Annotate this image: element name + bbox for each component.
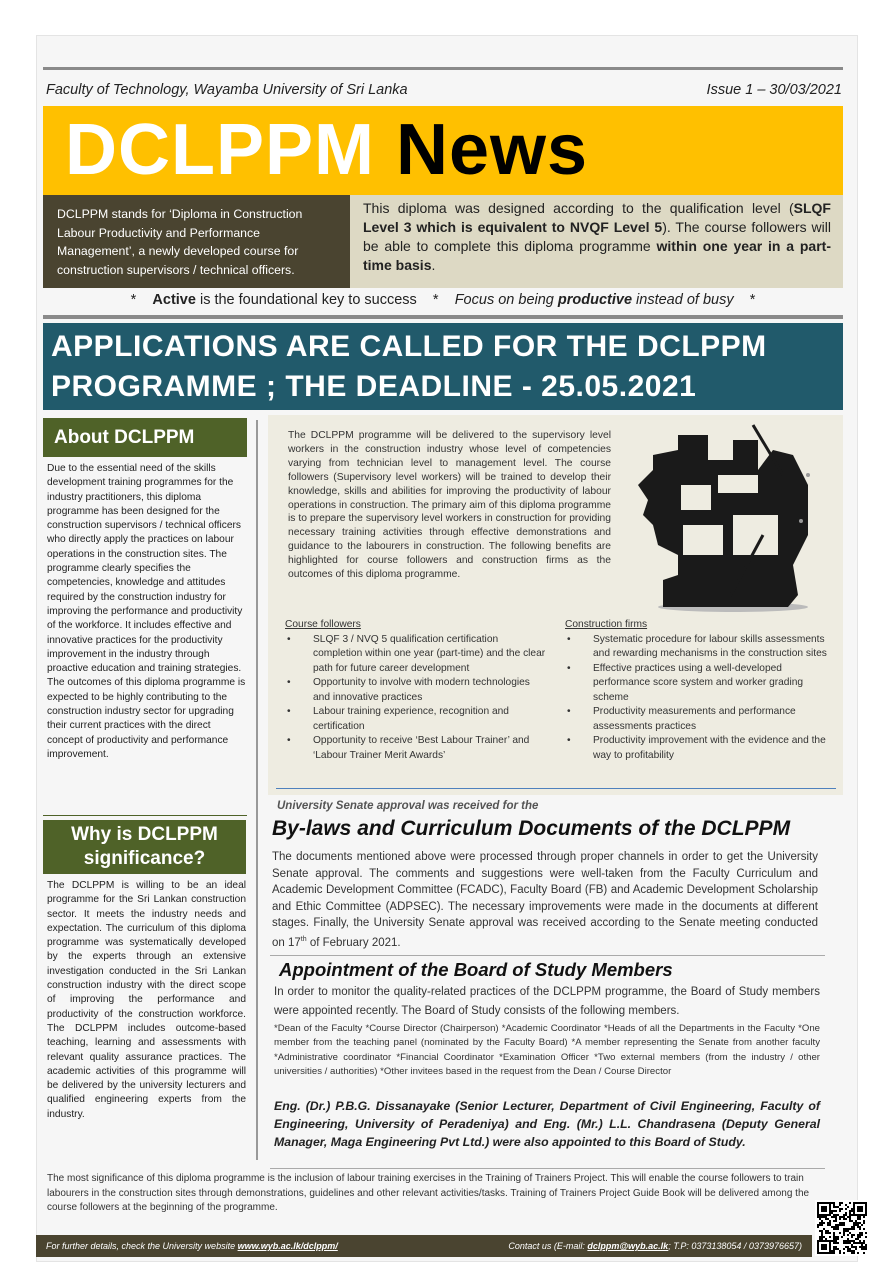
masthead-title-news: News [396,110,589,190]
definition-box: DCLPPM stands for ‘Diploma in Construction Labour Productivity and Performance Management’, a newly developed course for construction supervisors / technical officers. [43,195,350,288]
construction-firms-title: Construction firms [565,619,648,630]
about-body: Due to the essential need of the skills development training programmes for the industry practitioners, this diploma programme has been designed for the construction supervisors / technical officers who directly apply the practices on labour operations in the construction sites. The programme clearly specifies the competencies, knowledge and attitudes required by the construction industry for improving the performance and productivity of the workforce. It includes effective and innovative practices for the productivity improvement in the industry through proactive education and training strategies. The outcomes of this diploma programme is expected to be highly contributing to the construction industry sector for upgrading their current practices with the direct concept of productivity and performance improvement. [47,463,246,760]
list-item: • Effective practices using a well-developed performance score system and worker grading scheme [565,662,830,706]
website-link[interactable]: www.wyb.ac.lk/dclppm/ [237,1241,338,1251]
about-heading: About DCLPPM [43,418,247,457]
board-members: *Dean of the Faculty *Course Director (Chairperson) *Academic Coordinator *Heads of all the Departments in the Faculty *One member from the teaching panel (nominated by the Faculty Board) *A member representing the Senate from another faculty *Administrative coordinator *Financial Coordinator *Examination Officer *Two external members (from the industry / other universities / authorities) *Other invitees based in the request from the Dean / Course Director [274,1023,820,1077]
motto-line: * Active is the foundational key to success * Focus on being productive instead of busy * [130,292,756,308]
footer-details: For further details, check the University website [46,1241,238,1251]
list-item: • Productivity improvement with the evidence and the way to profitability [565,734,830,763]
faculty-name: Faculty of Technology, Wayamba University of Sri Lanka [46,82,408,98]
banner-line-1: APPLICATIONS ARE CALLED FOR THE DCLPPM [51,330,767,363]
construction-firms-list [565,618,830,763]
divider [270,1168,825,1169]
qualification-box: This diploma was designed according to the qualification level (SLQF Level 3 which is equivalent to NVQF Level 5). The course followers will be able to complete this diploma programme within one year in a part-time basis. [350,195,843,288]
why-body: The DCLPPM is willing to be an ideal programme for the Sri Lankan construction sector. It meets the industry needs and expectation. The curriculum of this diploma programme was systematically developed by the experts through an extensive investigation conducted in the Sri Lankan construction industry with the direct scope of improving the performance and productivity of the construction workforce. The DCLPPM includes outcome-based teaching, learning and assessments with relevant quality assurance practices. The academic activities of this programme will be delivered by the university lecturers and qualified engineering experts from the industry. [47,880,246,1120]
list-item: • Opportunity to involve with modern technologies and innovative practices [285,676,547,705]
qr-code[interactable] [815,1200,869,1256]
top-rule [43,67,843,70]
construction-head-illustration [623,415,838,613]
list-item: • Productivity measurements and performance assessments practices [565,705,830,734]
senate-heading: By-laws and Curriculum Documents of the DCLPPM [272,817,791,840]
divider [43,315,843,319]
masthead [43,106,843,195]
board-intro: In order to monitor the quality-related practices of the DCLPPM programme, the Board of Study members were appointed recently. The Board of Study consists of the following members. [274,986,820,1017]
issue-date: Issue 1 – 30/03/2021 [706,82,842,98]
divider [270,955,825,956]
why-heading: Why is DCLPPM significance? [43,820,246,874]
divider [43,815,247,816]
list-item: • Labour training experience, recognition and certification [285,705,547,734]
masthead-title-dclppm: DCLPPM [65,110,375,190]
list-item: • SLQF 3 / NVQ 5 qualification certification completion within one year (part-time) and the clear path for future career development [285,633,547,677]
programme-panel [268,415,843,795]
column-divider [256,420,258,1160]
list-item: • Systematic procedure for labour skills assessments and rewarding mechanisms in the construction sites [565,633,830,662]
applications-banner [43,323,843,410]
senate-body: The documents mentioned above were processed through proper channels in order to get the University Senate approval. The comments and suggestions were well-taken from the Faculty Curriculum and Academic Development Committee (FCADC), Faculty Board (FB) and Academic Development Scholarship and Ethic Committee (ADPSEC). The necessary improvements were made in the documents at different stages. Finally, the University Senate approval was received according to the Senate meeting conducted on 17th of February 2021. [272,851,818,949]
board-appointees: Eng. (Dr.) P.B.G. Dissanayake (Senior Lecturer, Department of Civil Engineering, Faculty of Engineering, University of Peradeniya) and Eng. (Mr.) L.L. Chandrasena (Deputy General Manager, Maga Engineering Pvt Ltd.) were also appointed to this Board of Study. [274,1099,820,1149]
list-item: • Opportunity to receive ‘Best Labour Trainer’ and ‘Labour Trainer Merit Awards’ [285,734,547,763]
senate-kicker: University Senate approval was received for the [277,800,539,812]
banner-line-2: PROGRAMME ; THE DEADLINE - 25.05.2021 [51,370,697,403]
closing-paragraph: The most significance of this diploma programme is the inclusion of labour training exercises in the Training of Trainers Project. This will enable the course followers to train labourers in the construction sites through demonstrations, guidelines and other relevant activities/tasks. Training of Trainers Project Guide Book will be delivered among the course followers at the beginning of the programme. [47,1173,810,1213]
divider [276,788,836,789]
course-followers-title: Course followers [285,619,361,630]
board-heading: Appointment of the Board of Study Members [279,959,673,980]
course-followers-list [285,618,547,763]
email-link[interactable]: dclppm@wyb.ac.lk [587,1241,669,1251]
programme-body: The DCLPPM programme will be delivered to the supervisory level workers in the construction industry whose level of competencies varying from technician level to management level. The course followers (Supervisory level workers) will be trained to develop their knowledge, skills and abilities for improving the productivity of labour operations in construction. The primary aim of this diploma programme is to prepare the supervisory level workers in construction for providing necessary training activities through effective demonstrations and guidance to the labourers in construction. The following benefits are highlighted for course followers and construction firms as the outcomes of this diploma programme. [288,430,611,581]
footer-bar: For further details, check the University website www.wyb.ac.lk/dclppm/ Contact us (E-mail: dclppm@wyb.ac.lk; T.P: 0373138054 / 0373976657) [36,1235,812,1257]
